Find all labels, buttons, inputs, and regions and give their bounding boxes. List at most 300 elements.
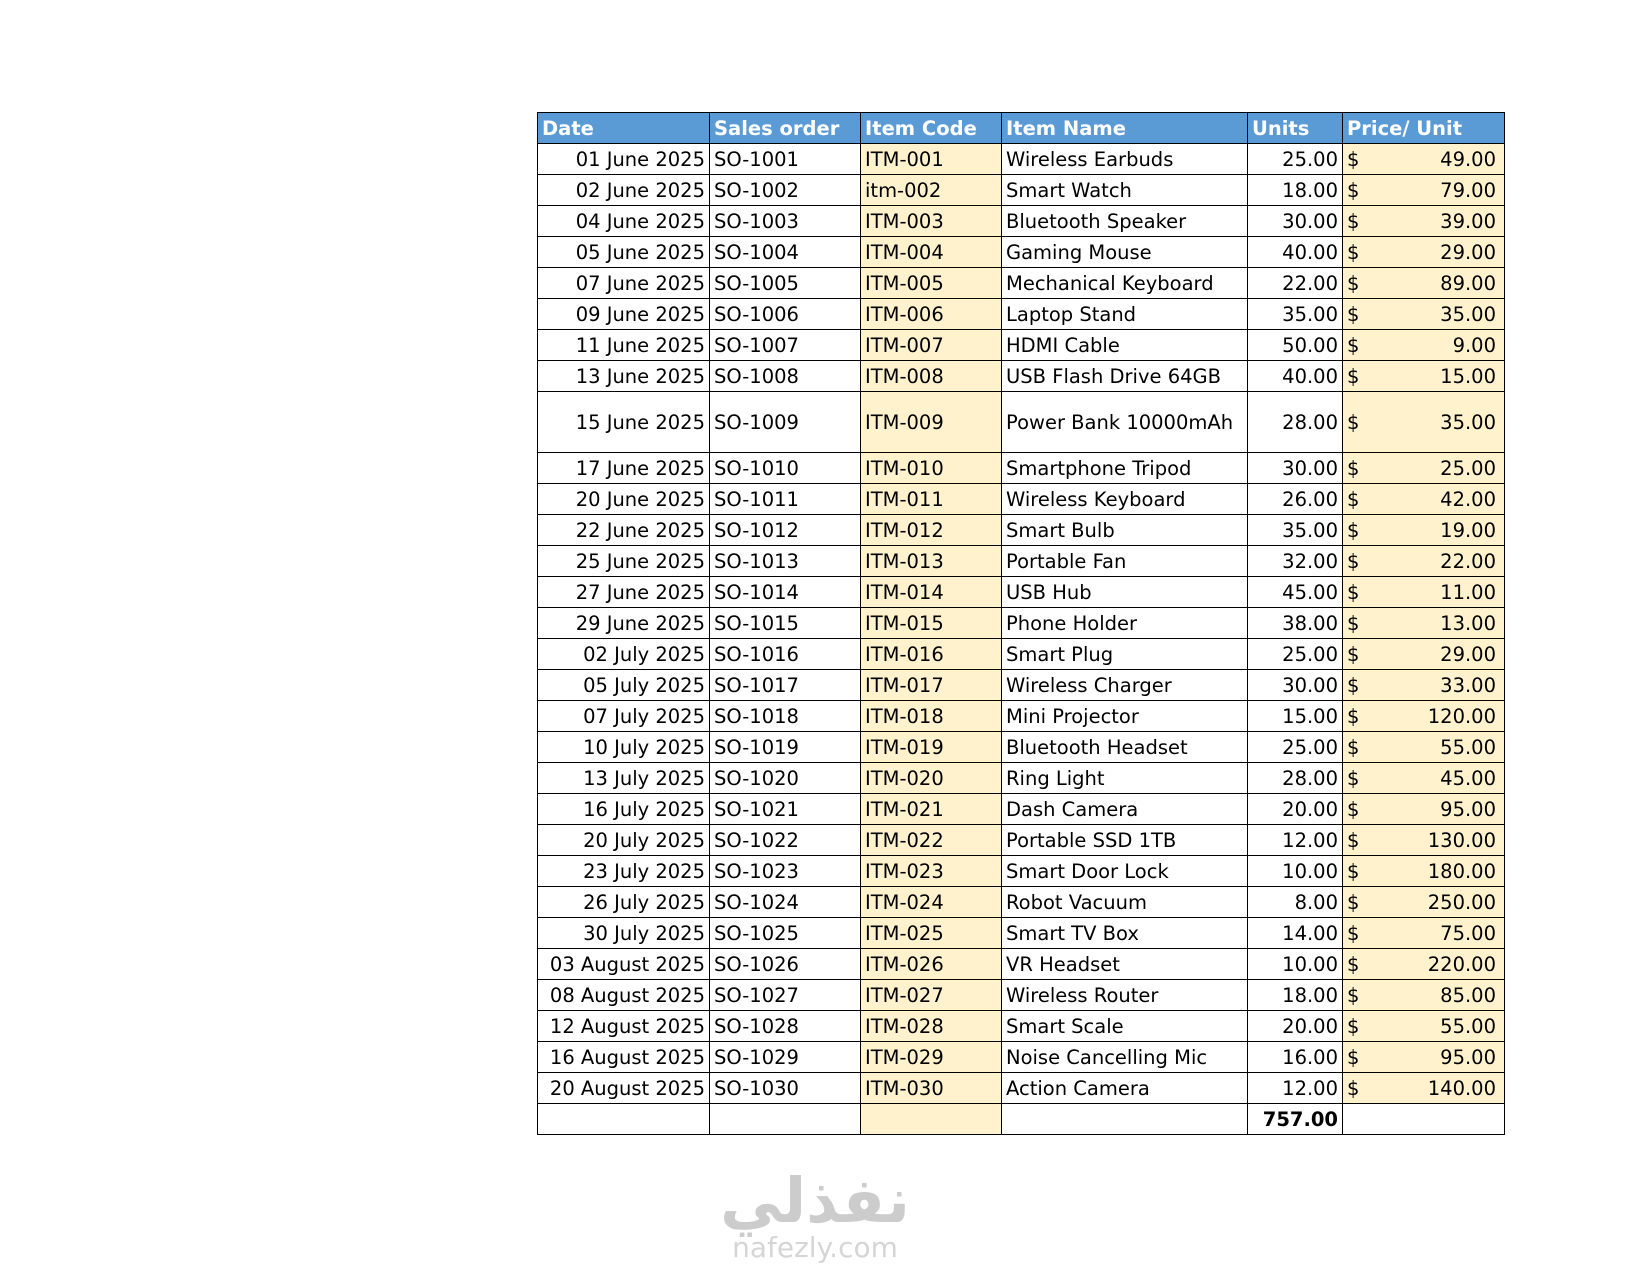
cell-sales-order[interactable]: SO-1010 [710,453,861,484]
price-value: 35.00 [1440,410,1496,434]
price-value: 39.00 [1440,209,1496,233]
cell-price[interactable] [1343,887,1505,918]
currency-symbol: $ [1347,983,1360,1007]
cell-sales-order[interactable]: SO-1003 [710,206,861,237]
table-row [538,639,1505,670]
cell-date[interactable]: 25 June 2025 [538,546,710,577]
cell-price[interactable] [1343,701,1505,732]
cell-item-code[interactable]: ITM-004 [861,237,1002,268]
cell-price[interactable] [1343,949,1505,980]
cell-units[interactable]: 18.00 [1248,175,1343,206]
cell-date[interactable]: 03 August 2025 [538,949,710,980]
cell-price[interactable] [1343,206,1505,237]
cell-item-code[interactable]: ITM-023 [861,856,1002,887]
cell-sales-order[interactable]: SO-1001 [710,144,861,175]
header-item-name[interactable]: Item Name [1002,113,1248,144]
cell-sales-order[interactable]: SO-1029 [710,1042,861,1073]
price-value: 33.00 [1440,673,1496,697]
price-value: 180.00 [1427,859,1496,883]
cell-item-code[interactable]: ITM-003 [861,206,1002,237]
cell-date[interactable]: 05 June 2025 [538,237,710,268]
cell-item-code[interactable]: ITM-018 [861,701,1002,732]
total-empty-code[interactable] [861,1104,1002,1135]
price-wrap [1347,1077,1496,1100]
header-row [538,113,1505,144]
cell-sales-order[interactable]: SO-1025 [710,918,861,949]
price-wrap [1347,1046,1496,1069]
price-value: 42.00 [1440,487,1496,511]
cell-units[interactable]: 40.00 [1248,237,1343,268]
price-wrap [1347,210,1496,233]
cell-item-name[interactable]: Wireless Router [1002,980,1248,1011]
cell-item-name[interactable]: HDMI Cable [1002,330,1248,361]
price-wrap [1347,303,1496,326]
price-value: 85.00 [1440,983,1496,1007]
cell-price[interactable] [1343,980,1505,1011]
table-row [538,546,1505,577]
header-date[interactable]: Date [538,113,710,144]
cell-units[interactable]: 18.00 [1248,980,1343,1011]
currency-symbol: $ [1347,456,1360,480]
cell-units[interactable]: 40.00 [1248,361,1343,392]
cell-date[interactable]: 17 June 2025 [538,453,710,484]
cell-sales-order[interactable]: SO-1015 [710,608,861,639]
cell-date[interactable]: 16 August 2025 [538,1042,710,1073]
currency-symbol: $ [1347,1014,1360,1038]
currency-symbol: $ [1347,1045,1360,1069]
price-value: 11.00 [1440,580,1496,604]
table-row [538,980,1505,1011]
price-value: 13.00 [1440,611,1496,635]
table-row [538,1042,1505,1073]
cell-units[interactable]: 28.00 [1248,392,1343,453]
price-value: 25.00 [1440,456,1496,480]
cell-price[interactable] [1343,515,1505,546]
cell-item-name[interactable]: Gaming Mouse [1002,237,1248,268]
cell-item-code[interactable]: ITM-007 [861,330,1002,361]
price-value: 120.00 [1427,704,1496,728]
table-row [538,175,1505,206]
currency-symbol: $ [1347,240,1360,264]
cell-sales-order[interactable]: SO-1004 [710,237,861,268]
price-wrap [1347,334,1496,357]
currency-symbol: $ [1347,410,1360,434]
currency-symbol: $ [1347,178,1360,202]
cell-price[interactable] [1343,299,1505,330]
cell-price[interactable] [1343,732,1505,763]
cell-units[interactable]: 38.00 [1248,608,1343,639]
cell-sales-order[interactable]: SO-1019 [710,732,861,763]
cell-units[interactable]: 22.00 [1248,268,1343,299]
cell-sales-order[interactable]: SO-1008 [710,361,861,392]
cell-date[interactable]: 02 July 2025 [538,639,710,670]
currency-symbol: $ [1347,642,1360,666]
price-wrap [1347,1015,1496,1038]
cell-date[interactable]: 29 June 2025 [538,608,710,639]
currency-symbol: $ [1347,890,1360,914]
currency-symbol: $ [1347,147,1360,171]
table-row [538,330,1505,361]
currency-symbol: $ [1347,611,1360,635]
cell-date[interactable]: 09 June 2025 [538,299,710,330]
currency-symbol: $ [1347,859,1360,883]
cell-item-code[interactable]: ITM-026 [861,949,1002,980]
cell-sales-order[interactable]: SO-1026 [710,949,861,980]
cell-item-name[interactable]: Portable Fan [1002,546,1248,577]
cell-units[interactable]: 10.00 [1248,856,1343,887]
cell-price[interactable] [1343,639,1505,670]
price-value: 49.00 [1440,147,1496,171]
cell-date[interactable]: 01 June 2025 [538,144,710,175]
cell-item-name[interactable]: Robot Vacuum [1002,887,1248,918]
cell-item-code[interactable]: ITM-030 [861,1073,1002,1104]
table-row [538,670,1505,701]
table-row [538,144,1505,175]
cell-price[interactable] [1343,577,1505,608]
total-units-cell[interactable]: 757.00 [1248,1104,1343,1135]
cell-sales-order[interactable]: SO-1021 [710,794,861,825]
currency-symbol: $ [1347,952,1360,976]
cell-date[interactable]: 05 July 2025 [538,670,710,701]
table-row [538,701,1505,732]
price-value: 29.00 [1440,240,1496,264]
price-value: 22.00 [1440,549,1496,573]
watermark [690,1164,940,1280]
cell-sales-order[interactable]: SO-1009 [710,392,861,453]
header-units[interactable]: Units [1248,113,1343,144]
cell-units[interactable]: 8.00 [1248,887,1343,918]
cell-sales-order[interactable]: SO-1006 [710,299,861,330]
cell-units[interactable]: 32.00 [1248,546,1343,577]
cell-units[interactable]: 26.00 [1248,484,1343,515]
header-item-code[interactable]: Item Code [861,113,1002,144]
cell-item-name[interactable]: Mini Projector [1002,701,1248,732]
table-row [538,856,1505,887]
cell-item-code[interactable]: ITM-009 [861,392,1002,453]
cell-price[interactable] [1343,763,1505,794]
cell-units[interactable]: 15.00 [1248,701,1343,732]
cell-sales-order[interactable]: SO-1020 [710,763,861,794]
cell-sales-order[interactable]: SO-1007 [710,330,861,361]
cell-price[interactable] [1343,175,1505,206]
cell-item-code[interactable]: ITM-027 [861,980,1002,1011]
cell-item-code[interactable]: ITM-024 [861,887,1002,918]
cell-item-name[interactable]: Wireless Charger [1002,670,1248,701]
cell-sales-order[interactable]: SO-1017 [710,670,861,701]
cell-sales-order[interactable]: SO-1023 [710,856,861,887]
price-value: 95.00 [1440,797,1496,821]
currency-symbol: $ [1347,1076,1360,1100]
cell-item-name[interactable]: Wireless Earbuds [1002,144,1248,175]
currency-symbol: $ [1347,673,1360,697]
cell-item-code[interactable]: ITM-001 [861,144,1002,175]
table-row [538,1011,1505,1042]
price-wrap [1347,550,1496,573]
cell-item-code[interactable]: ITM-006 [861,299,1002,330]
cell-price[interactable] [1343,392,1505,453]
table-row [538,825,1505,856]
currency-symbol: $ [1347,271,1360,295]
cell-item-name[interactable]: USB Hub [1002,577,1248,608]
price-wrap [1347,179,1496,202]
price-wrap [1347,272,1496,295]
cell-date[interactable]: 10 July 2025 [538,732,710,763]
cell-item-name[interactable]: Smart Door Lock [1002,856,1248,887]
price-value: 35.00 [1440,302,1496,326]
cell-sales-order[interactable]: SO-1028 [710,1011,861,1042]
cell-date[interactable]: 16 July 2025 [538,794,710,825]
cell-item-code[interactable]: ITM-010 [861,453,1002,484]
currency-symbol: $ [1347,921,1360,945]
cell-item-code[interactable]: ITM-012 [861,515,1002,546]
cell-price[interactable] [1343,268,1505,299]
cell-price[interactable] [1343,237,1505,268]
cell-item-name[interactable]: Smart Watch [1002,175,1248,206]
cell-sales-order[interactable]: SO-1018 [710,701,861,732]
price-wrap [1347,488,1496,511]
cell-date[interactable]: 12 August 2025 [538,1011,710,1042]
cell-date[interactable]: 07 June 2025 [538,268,710,299]
cell-date[interactable]: 20 August 2025 [538,1073,710,1104]
cell-item-name[interactable]: Ring Light [1002,763,1248,794]
cell-units[interactable]: 28.00 [1248,763,1343,794]
currency-symbol: $ [1347,766,1360,790]
price-wrap [1347,798,1496,821]
cell-units[interactable]: 12.00 [1248,825,1343,856]
cell-date[interactable]: 20 June 2025 [538,484,710,515]
table-row [538,453,1505,484]
cell-item-code[interactable]: ITM-013 [861,546,1002,577]
cell-item-name[interactable]: Smartphone Tripod [1002,453,1248,484]
cell-item-code[interactable]: ITM-011 [861,484,1002,515]
cell-item-name[interactable]: Action Camera [1002,1073,1248,1104]
header-sales-order[interactable]: Sales order [710,113,861,144]
price-wrap [1347,767,1496,790]
cell-item-name[interactable]: Bluetooth Headset [1002,732,1248,763]
cell-sales-order[interactable]: SO-1014 [710,577,861,608]
currency-symbol: $ [1347,797,1360,821]
cell-item-name[interactable]: Bluetooth Speaker [1002,206,1248,237]
table-row [538,515,1505,546]
price-wrap [1347,674,1496,697]
cell-item-name[interactable]: Dash Camera [1002,794,1248,825]
price-wrap [1347,984,1496,1007]
cell-item-name[interactable]: Mechanical Keyboard [1002,268,1248,299]
cell-item-name[interactable]: Wireless Keyboard [1002,484,1248,515]
cell-date[interactable]: 22 June 2025 [538,515,710,546]
cell-date[interactable]: 26 July 2025 [538,887,710,918]
cell-price[interactable] [1343,794,1505,825]
price-wrap [1347,519,1496,542]
price-wrap [1347,241,1496,264]
cell-item-code[interactable]: ITM-017 [861,670,1002,701]
cell-date[interactable]: 23 July 2025 [538,856,710,887]
cell-sales-order[interactable]: SO-1011 [710,484,861,515]
cell-units[interactable]: 30.00 [1248,670,1343,701]
cell-units[interactable]: 10.00 [1248,949,1343,980]
table-row [538,608,1505,639]
cell-item-code[interactable]: ITM-008 [861,361,1002,392]
cell-sales-order[interactable]: SO-1024 [710,887,861,918]
total-empty-date[interactable] [538,1104,710,1135]
cell-item-code[interactable]: ITM-015 [861,608,1002,639]
price-value: 15.00 [1440,364,1496,388]
cell-price[interactable] [1343,330,1505,361]
currency-symbol: $ [1347,302,1360,326]
cell-item-code[interactable]: ITM-020 [861,763,1002,794]
cell-price[interactable] [1343,361,1505,392]
watermark-url: nafezly.com [732,1231,898,1264]
currency-symbol: $ [1347,518,1360,542]
cell-date[interactable]: 20 July 2025 [538,825,710,856]
price-wrap [1347,953,1496,976]
total-row [538,1104,1505,1135]
table-row [538,1073,1505,1104]
cell-date[interactable]: 02 June 2025 [538,175,710,206]
cell-sales-order[interactable]: SO-1016 [710,639,861,670]
total-empty-name[interactable] [1002,1104,1248,1135]
cell-item-code[interactable]: ITM-022 [861,825,1002,856]
price-wrap [1347,736,1496,759]
cell-sales-order[interactable]: SO-1012 [710,515,861,546]
cell-item-name[interactable]: Phone Holder [1002,608,1248,639]
cell-units[interactable]: 50.00 [1248,330,1343,361]
cell-item-name[interactable]: Laptop Stand [1002,299,1248,330]
cell-item-name[interactable]: Noise Cancelling Mic [1002,1042,1248,1073]
cell-item-name[interactable]: USB Flash Drive 64GB [1002,361,1248,392]
cell-date[interactable]: 11 June 2025 [538,330,710,361]
cell-item-name[interactable]: Smart Scale [1002,1011,1248,1042]
cell-date[interactable]: 13 June 2025 [538,361,710,392]
cell-units[interactable]: 30.00 [1248,206,1343,237]
cell-item-name[interactable]: Smart Plug [1002,639,1248,670]
cell-price[interactable] [1343,1042,1505,1073]
cell-price[interactable] [1343,144,1505,175]
cell-item-name[interactable]: Smart TV Box [1002,918,1248,949]
cell-item-code[interactable]: ITM-005 [861,268,1002,299]
cell-price[interactable] [1343,453,1505,484]
cell-sales-order[interactable]: SO-1005 [710,268,861,299]
cell-sales-order[interactable]: SO-1030 [710,1073,861,1104]
cell-units[interactable]: 16.00 [1248,1042,1343,1073]
price-value: 250.00 [1427,890,1496,914]
total-empty-price[interactable] [1343,1104,1505,1135]
cell-item-code[interactable]: ITM-028 [861,1011,1002,1042]
cell-item-name[interactable]: Portable SSD 1TB [1002,825,1248,856]
table-row [538,887,1505,918]
cell-item-name[interactable]: VR Headset [1002,949,1248,980]
currency-symbol: $ [1347,333,1360,357]
cell-sales-order[interactable]: SO-1027 [710,980,861,1011]
cell-price[interactable] [1343,825,1505,856]
cell-item-code[interactable]: ITM-025 [861,918,1002,949]
cell-price[interactable] [1343,856,1505,887]
cell-date[interactable]: 27 June 2025 [538,577,710,608]
currency-symbol: $ [1347,364,1360,388]
cell-units[interactable]: 25.00 [1248,144,1343,175]
table-row [538,577,1505,608]
cell-date[interactable]: 04 June 2025 [538,206,710,237]
cell-sales-order[interactable]: SO-1013 [710,546,861,577]
header-price-unit[interactable]: Price/ Unit [1343,113,1505,144]
currency-symbol: $ [1347,549,1360,573]
table-row [538,763,1505,794]
cell-units[interactable]: 25.00 [1248,732,1343,763]
cell-date[interactable]: 30 July 2025 [538,918,710,949]
currency-symbol: $ [1347,209,1360,233]
cell-date[interactable]: 07 July 2025 [538,701,710,732]
cell-units[interactable]: 35.00 [1248,299,1343,330]
cell-item-code[interactable]: ITM-029 [861,1042,1002,1073]
table-row [538,484,1505,515]
cell-date[interactable]: 13 July 2025 [538,763,710,794]
table-row [538,794,1505,825]
cell-units[interactable]: 30.00 [1248,453,1343,484]
cell-price[interactable] [1343,484,1505,515]
price-value: 45.00 [1440,766,1496,790]
price-wrap [1347,411,1496,434]
price-wrap [1347,581,1496,604]
cell-units[interactable]: 25.00 [1248,639,1343,670]
cell-price[interactable] [1343,918,1505,949]
cell-price[interactable] [1343,670,1505,701]
cell-sales-order[interactable]: SO-1022 [710,825,861,856]
table-body [538,144,1505,1104]
table-row [538,299,1505,330]
cell-price[interactable] [1343,546,1505,577]
cell-item-name[interactable]: Smart Bulb [1002,515,1248,546]
price-wrap [1347,891,1496,914]
cell-sales-order[interactable]: SO-1002 [710,175,861,206]
currency-symbol: $ [1347,704,1360,728]
table-row [538,392,1505,453]
cell-date[interactable]: 08 August 2025 [538,980,710,1011]
price-value: 9.00 [1452,333,1496,357]
price-value: 220.00 [1427,952,1496,976]
price-value: 95.00 [1440,1045,1496,1069]
currency-symbol: $ [1347,580,1360,604]
cell-price[interactable] [1343,608,1505,639]
cell-date[interactable]: 15 June 2025 [538,392,710,453]
currency-symbol: $ [1347,828,1360,852]
cell-item-code[interactable]: ITM-016 [861,639,1002,670]
price-wrap [1347,860,1496,883]
cell-item-name[interactable]: Power Bank 10000mAh [1002,392,1248,453]
total-empty-so[interactable] [710,1104,861,1135]
cell-units[interactable]: 20.00 [1248,794,1343,825]
cell-item-code[interactable]: itm-002 [861,175,1002,206]
sales-table [537,112,1505,1135]
price-value: 55.00 [1440,1014,1496,1038]
cell-item-code[interactable]: ITM-021 [861,794,1002,825]
price-wrap [1347,922,1496,945]
cell-item-code[interactable]: ITM-014 [861,577,1002,608]
cell-units[interactable]: 14.00 [1248,918,1343,949]
cell-item-code[interactable]: ITM-019 [861,732,1002,763]
cell-units[interactable]: 45.00 [1248,577,1343,608]
table-row [538,949,1505,980]
cell-price[interactable] [1343,1011,1505,1042]
price-value: 140.00 [1427,1076,1496,1100]
table-row [538,732,1505,763]
price-wrap [1347,829,1496,852]
cell-units[interactable]: 20.00 [1248,1011,1343,1042]
cell-price[interactable] [1343,1073,1505,1104]
price-value: 55.00 [1440,735,1496,759]
cell-units[interactable]: 12.00 [1248,1073,1343,1104]
price-wrap [1347,365,1496,388]
cell-units[interactable]: 35.00 [1248,515,1343,546]
